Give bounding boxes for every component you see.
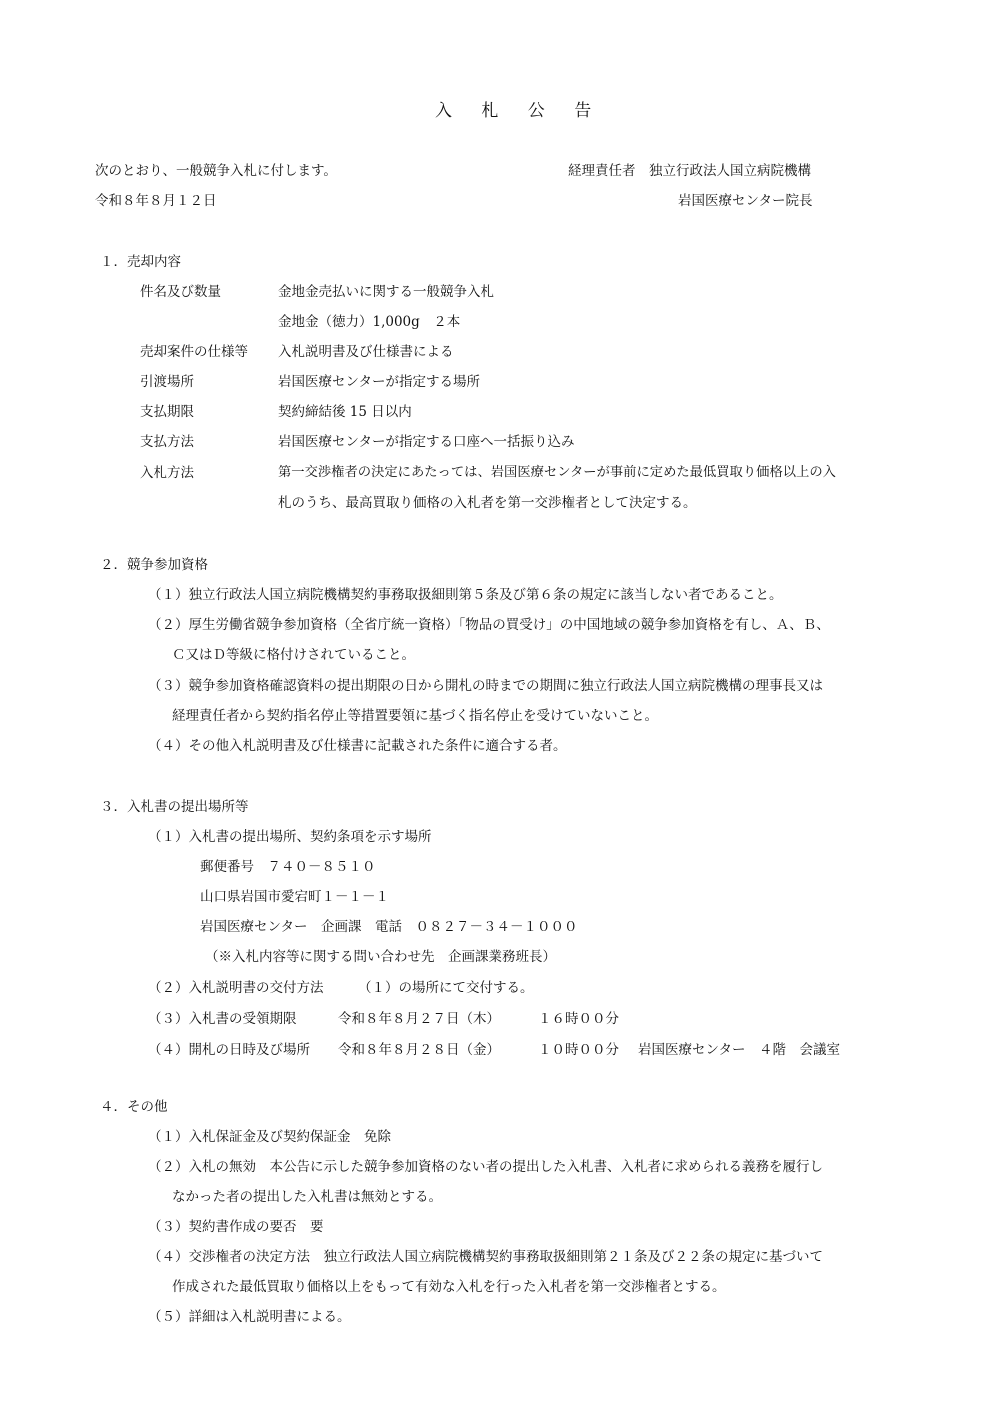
s4-item: （５）詳細は入札説明書による。 [148,1309,351,1325]
s3-item: （２）入札説明書の交付方法 [148,980,324,996]
section2-heading: ２．競争参加資格 [100,557,208,573]
s1-label: 件名及び数量 [140,284,221,300]
s3-item-place: 岩国医療センター ４階 会議室 [638,1042,840,1058]
s4-item: （２）入札の無効 本公告に示した競争参加資格のない者の提出した入札書、入札者に求められる義務を履行し [148,1159,823,1175]
issuer-line2: 岩国医療センター院長 [678,193,813,209]
s1-value: 岩国医療センターが指定する場所 [278,374,480,390]
s2-item-cont: Ｃ又はＤ等級に格付けされていること。 [172,647,415,663]
s1-value: 岩国医療センターが指定する口座へ一括振り込み [278,434,575,450]
s3-item: （１）入札書の提出場所、契約条項を示す場所 [148,829,432,845]
s2-item-cont: 経理責任者から契約指名停止等措置要領に基づく指名停止を受けていないこと。 [172,708,658,724]
notice-date: 令和８年８月１２日 [95,193,217,209]
s1-label: 売却案件の仕様等 [140,344,248,360]
section1-heading: １．売却内容 [100,254,181,270]
s1-value: 契約締結後 15 日以内 [278,404,412,420]
s4-item-cont: 作成された最低買取り価格以上をもって有効な入札を行った入札者を第一交渉権者とする。 [172,1279,726,1295]
s1-label: 支払方法 [140,434,194,450]
s3-item-date: 令和８年８月２８日（金） [338,1042,500,1058]
section3-heading: ３．入札書の提出場所等 [100,799,249,815]
s4-item-cont: なかった者の提出した入札書は無効とする。 [172,1189,442,1205]
address: 山口県岩国市愛宕町１－１－１ [200,889,389,905]
section4-heading: ４．その他 [100,1099,168,1115]
postal-code: 郵便番号 ７４０－８５１０ [200,859,376,875]
s3-item-date: 令和８年８月２７日（木） [338,1011,500,1027]
s2-item: （４）その他入札説明書及び仕様書に記載された条件に適合する者。 [148,738,567,754]
s3-item-time: １６時００分 [538,1011,619,1027]
inquiry-note: （※入札内容等に関する問い合わせ先 企画課業務班長） [205,949,556,965]
s4-item: （１）入札保証金及び契約保証金 免除 [148,1129,391,1145]
issuer-line1: 経理責任者 独立行政法人国立病院機構 [568,163,811,179]
s1-label: 支払期限 [140,404,194,420]
page-title: 入 札 公 告 [435,101,604,121]
s3-item-time: １０時００分 [538,1042,619,1058]
s2-item: （３）競争参加資格確認資料の提出期限の日から開札の時までの期間に独立行政法人国立病院機構の理事長又は [148,678,823,694]
s3-item: （４）開札の日時及び場所 [148,1042,310,1058]
s2-item: （１）独立行政法人国立病院機構契約事務取扱細則第５条及び第６条の規定に該当しない者であること。 [148,587,783,603]
department-phone: 岩国医療センター 企画課 電話 ０８２７－３４－１０００ [200,919,578,935]
s1-value: 金地金（徳力）1,000g ２本 [278,314,461,330]
intro-text: 次のとおり、一般競争入札に付します。 [95,163,337,179]
s1-label: 引渡場所 [140,374,194,390]
s1-value: 第一交渉権者の決定にあたっては、岩国医療センターが事前に定めた最低買取り価格以上の入 [278,465,836,480]
s1-value: 金地金売払いに関する一般競争入札 [278,284,494,300]
s1-label: 入札方法 [140,465,194,481]
s1-value: 入札説明書及び仕様書による [278,344,454,360]
s2-item: （２）厚生労働省競争参加資格（全省庁統一資格）「物品の買受け」の中国地域の競争参加資格を有し、Ａ、Ｂ、 [148,617,830,633]
s4-item: （４）交渉権者の決定方法 独立行政法人国立病院機構契約事務取扱細則第２１条及び２２条の規定に基づいて [148,1249,823,1265]
s1-value: 札のうち、最高買取り価格の入札者を第一交渉権者として決定する。 [278,495,697,511]
s3-item: （３）入札書の受領期限 [148,1011,297,1027]
s4-item: （３）契約書作成の要否 要 [148,1219,324,1235]
s3-item-value: （１）の場所にて交付する。 [358,980,534,996]
